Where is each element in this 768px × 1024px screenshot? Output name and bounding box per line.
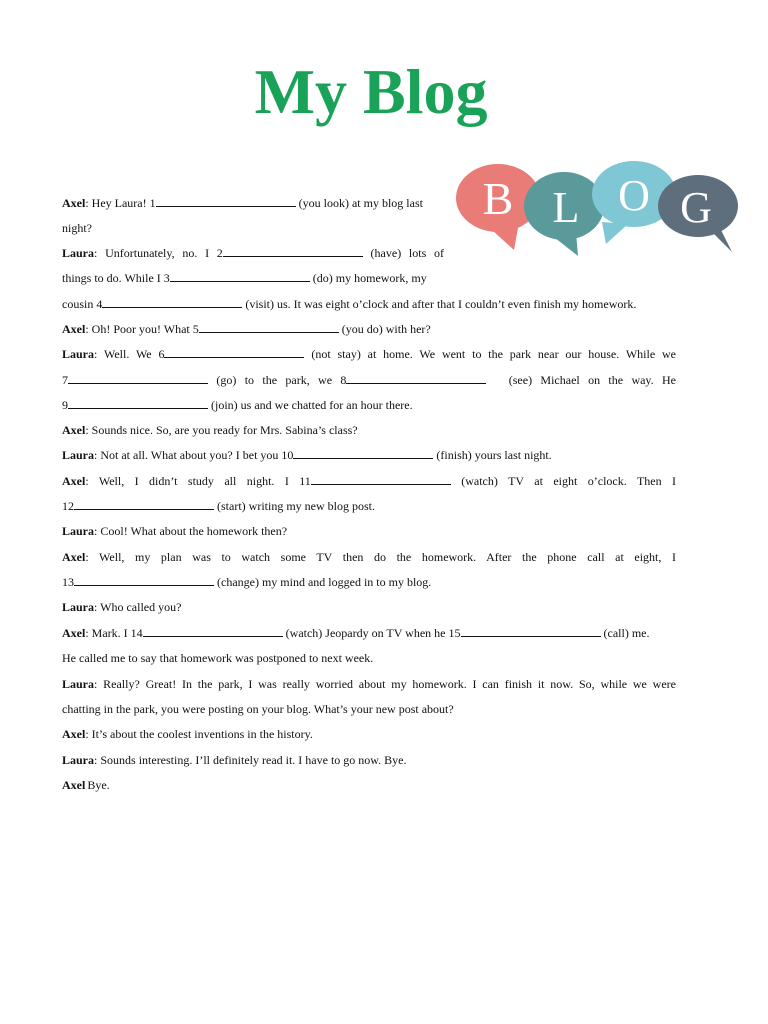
- dialogue-line: Axel Bye.: [62, 778, 110, 792]
- dialogue-line: cousin 4 (visit) us. It was eight o’clock and after that I couldn’t even finish my homework.: [62, 297, 637, 311]
- dialogue-line: Axel: Hey Laura! 1 (you look) at my blog last: [62, 196, 423, 210]
- answer-blank-2[interactable]: [223, 246, 363, 257]
- dialogue-line: Axel: Well, my plan was to watch some TV then do the homework. After the phone call at eight, I: [62, 550, 676, 564]
- logo-letter-o: O: [618, 171, 650, 220]
- speaker-name: Axel: [62, 626, 86, 640]
- blog-logo: [452, 158, 742, 258]
- logo-letter-l: L: [552, 183, 580, 232]
- speaker-name: Laura: [62, 753, 95, 767]
- page-title: My Blog: [254, 56, 488, 127]
- speaker-name: Laura: [62, 246, 95, 260]
- speaker-name: Laura: [62, 448, 95, 462]
- speaker-name: Axel: [62, 474, 86, 488]
- dialogue-line: Laura: Not at all. What about you? I bet you 10 (finish) yours last night.: [62, 448, 552, 462]
- dialogue-line: 9 (join) us and we chatted for an hour there.: [62, 398, 413, 412]
- answer-blank-9[interactable]: [68, 398, 208, 409]
- speaker-name: Axel: [62, 322, 86, 336]
- dialogue-line: night?: [62, 221, 92, 235]
- dialogue-line: chatting in the park, you were posting on your blog. What’s your new post about?: [62, 702, 454, 716]
- logo-bubble-l: [524, 172, 604, 256]
- logo-letter-g: G: [680, 183, 712, 232]
- speaker-name: Laura: [62, 677, 95, 691]
- speaker-name: Axel: [62, 423, 86, 437]
- dialogue-line: Axel: Sounds nice. So, are you ready for Mrs. Sabina’s class?: [62, 423, 358, 437]
- answer-blank-8[interactable]: [346, 373, 486, 384]
- dialogue-line: 13 (change) my mind and logged in to my blog.: [62, 575, 432, 589]
- dialogue-line: Axel: Oh! Poor you! What 5 (you do) with her?: [62, 322, 431, 336]
- answer-blank-7[interactable]: [68, 373, 208, 384]
- dialogue-line: Axel: It’s about the coolest inventions in the history.: [62, 727, 313, 741]
- speaker-name: Axel: [62, 550, 86, 564]
- answer-blank-12[interactable]: [74, 499, 214, 510]
- dialogue-line: Laura: Really? Great! In the park, I was really worried about my homework. I can finish it now. So, while we were: [62, 677, 676, 691]
- answer-blank-4[interactable]: [102, 297, 242, 308]
- dialogue-line: Laura: Sounds interesting. I’ll definitely read it. I have to go now. Bye.: [62, 753, 407, 767]
- answer-blank-6[interactable]: [164, 347, 304, 358]
- speaker-name: Axel: [62, 778, 86, 792]
- dialogue-line: Axel: Mark. I 14 (watch) Jeopardy on TV when he 15 (call) me.: [62, 626, 650, 640]
- answer-blank-1[interactable]: [156, 196, 296, 207]
- dialogue-line: Laura: Unfortunately, no. I 2 (have) lots of: [62, 246, 444, 260]
- answer-blank-13[interactable]: [74, 575, 214, 586]
- dialogue-line: 12 (start) writing my new blog post.: [62, 499, 375, 513]
- dialogue-line: Axel: Well, I didn’t study all night. I 11 (watch) TV at eight o’clock. Then I: [62, 474, 677, 488]
- dialogue-line: Laura: Well. We 6 (not stay) at home. We went to the park near our house. While we: [62, 347, 676, 361]
- answer-blank-15[interactable]: [461, 626, 601, 637]
- answer-blank-10[interactable]: [293, 448, 433, 459]
- dialogue-line: things to do. While I 3 (do) my homework, my: [62, 271, 427, 285]
- logo-bubble-g: [658, 175, 738, 252]
- speaker-name: Laura: [62, 347, 95, 361]
- answer-blank-3[interactable]: [170, 271, 310, 282]
- speaker-name: Laura: [62, 524, 95, 538]
- answer-blank-14[interactable]: [143, 626, 283, 637]
- speaker-name: Axel: [62, 727, 86, 741]
- dialogue-line: Laura: Who called you?: [62, 600, 182, 614]
- logo-letter-b: B: [482, 173, 514, 224]
- dialogue-line: He called me to say that homework was postponed to next week.: [62, 651, 374, 665]
- speaker-name: Axel: [62, 196, 86, 210]
- dialogue-line: Laura: Cool! What about the homework then?: [62, 524, 288, 538]
- speaker-name: Laura: [62, 600, 95, 614]
- dialogue-line: 7 (go) to the park, we 8 (see) Michael on the way. He: [62, 373, 676, 387]
- answer-blank-5[interactable]: [199, 322, 339, 333]
- answer-blank-11[interactable]: [311, 474, 451, 485]
